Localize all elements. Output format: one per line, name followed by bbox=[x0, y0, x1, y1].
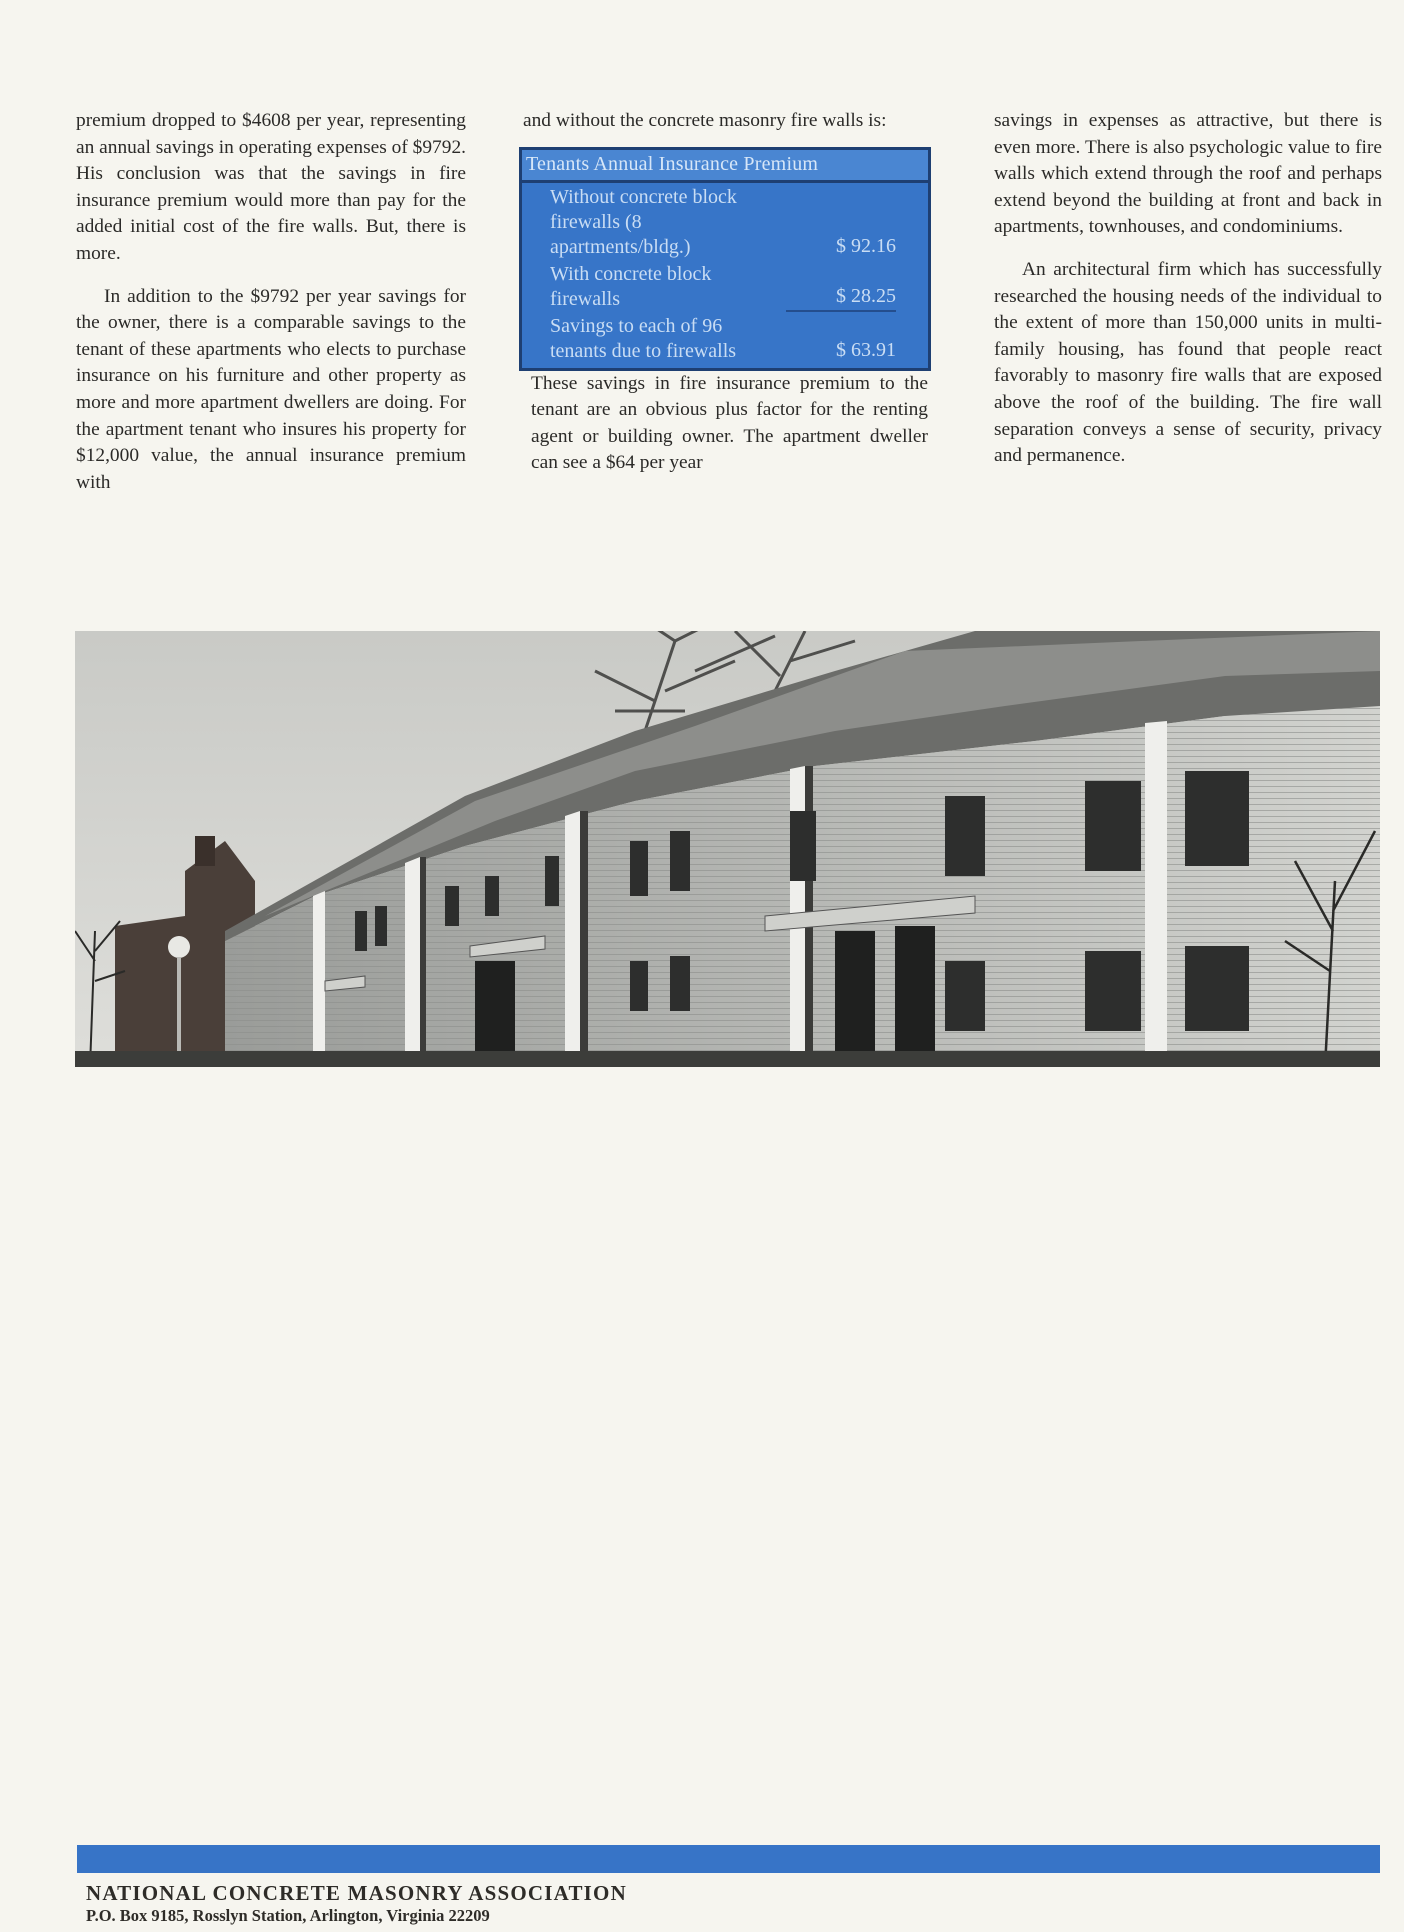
insurance-row-label: With concrete block firewalls bbox=[550, 262, 712, 310]
text-column-1 bbox=[76, 108, 466, 496]
column1-paragraph-1: premium dropped to $4608 per year, representing an annual savings in operating expenses of $9792. His conclusion was that the savings in fire insurance premium would more than pay for the added initial cost of the fire walls. But, there is more. bbox=[76, 110, 466, 264]
text-column-2 bbox=[523, 108, 928, 477]
insurance-premium-table bbox=[519, 147, 931, 371]
insurance-row-value: $ 28.25 bbox=[786, 284, 896, 312]
column1-paragraph-2: In addition to the $9792 per year savings for the owner, there is a comparable savings to the tenant of these apartments who elects to purchase insurance on his furniture and other property as more and more apartment dwellers are doing. For the apartment tenant who insures his property for $12,000 value, the annual insurance premium with bbox=[76, 285, 466, 493]
publisher-address: P.O. Box 9185, Rosslyn Station, Arlington, Virginia 22209 bbox=[86, 1906, 490, 1925]
footer-accent-bar bbox=[77, 1845, 1380, 1873]
apartment-buildings-photo bbox=[75, 631, 1380, 1067]
insurance-row-label: Savings to each of 96 tenants due to firewalls bbox=[550, 314, 737, 362]
insurance-row-value: $ 92.16 bbox=[836, 234, 896, 257]
insurance-row-value: $ 63.91 bbox=[836, 338, 896, 361]
insurance-row-with bbox=[522, 260, 928, 312]
column3-paragraph-2: An architectural firm which has successfully researched the housing needs of the individual to the extent of more than 150,000 units in multi-family housing, has found that people react favorably to masonry fire walls that are exposed above the roof of the building. The fire wall separation conveys a sense of security, privacy and permanence. bbox=[994, 258, 1382, 467]
publisher-name: NATIONAL CONCRETE MASONRY ASSOCIATION bbox=[86, 1881, 627, 1905]
text-column-3 bbox=[994, 108, 1382, 470]
column3-paragraph-1: savings in expenses as attractive, but there is even more. There is also psychologic value to fire walls which extend through the roof and perhaps extend beyond the building at front and back in apartments, townhouses, and condominiums. bbox=[994, 110, 1382, 238]
column2-paragraph-2: These savings in fire insurance premium to the tenant are an obvious plus factor for the renting agent or building owner. The apartment dweller can see a $64 per year bbox=[531, 372, 928, 474]
column2-paragraph-1: and without the concrete masonry fire walls is: bbox=[523, 110, 887, 131]
insurance-row-label: Without concrete block firewalls (8 apartments/bldg.) bbox=[550, 185, 737, 258]
insurance-row-without bbox=[522, 183, 928, 260]
insurance-row-savings bbox=[522, 312, 928, 364]
insurance-table-title: Tenants Annual Insurance Premium bbox=[522, 150, 928, 183]
